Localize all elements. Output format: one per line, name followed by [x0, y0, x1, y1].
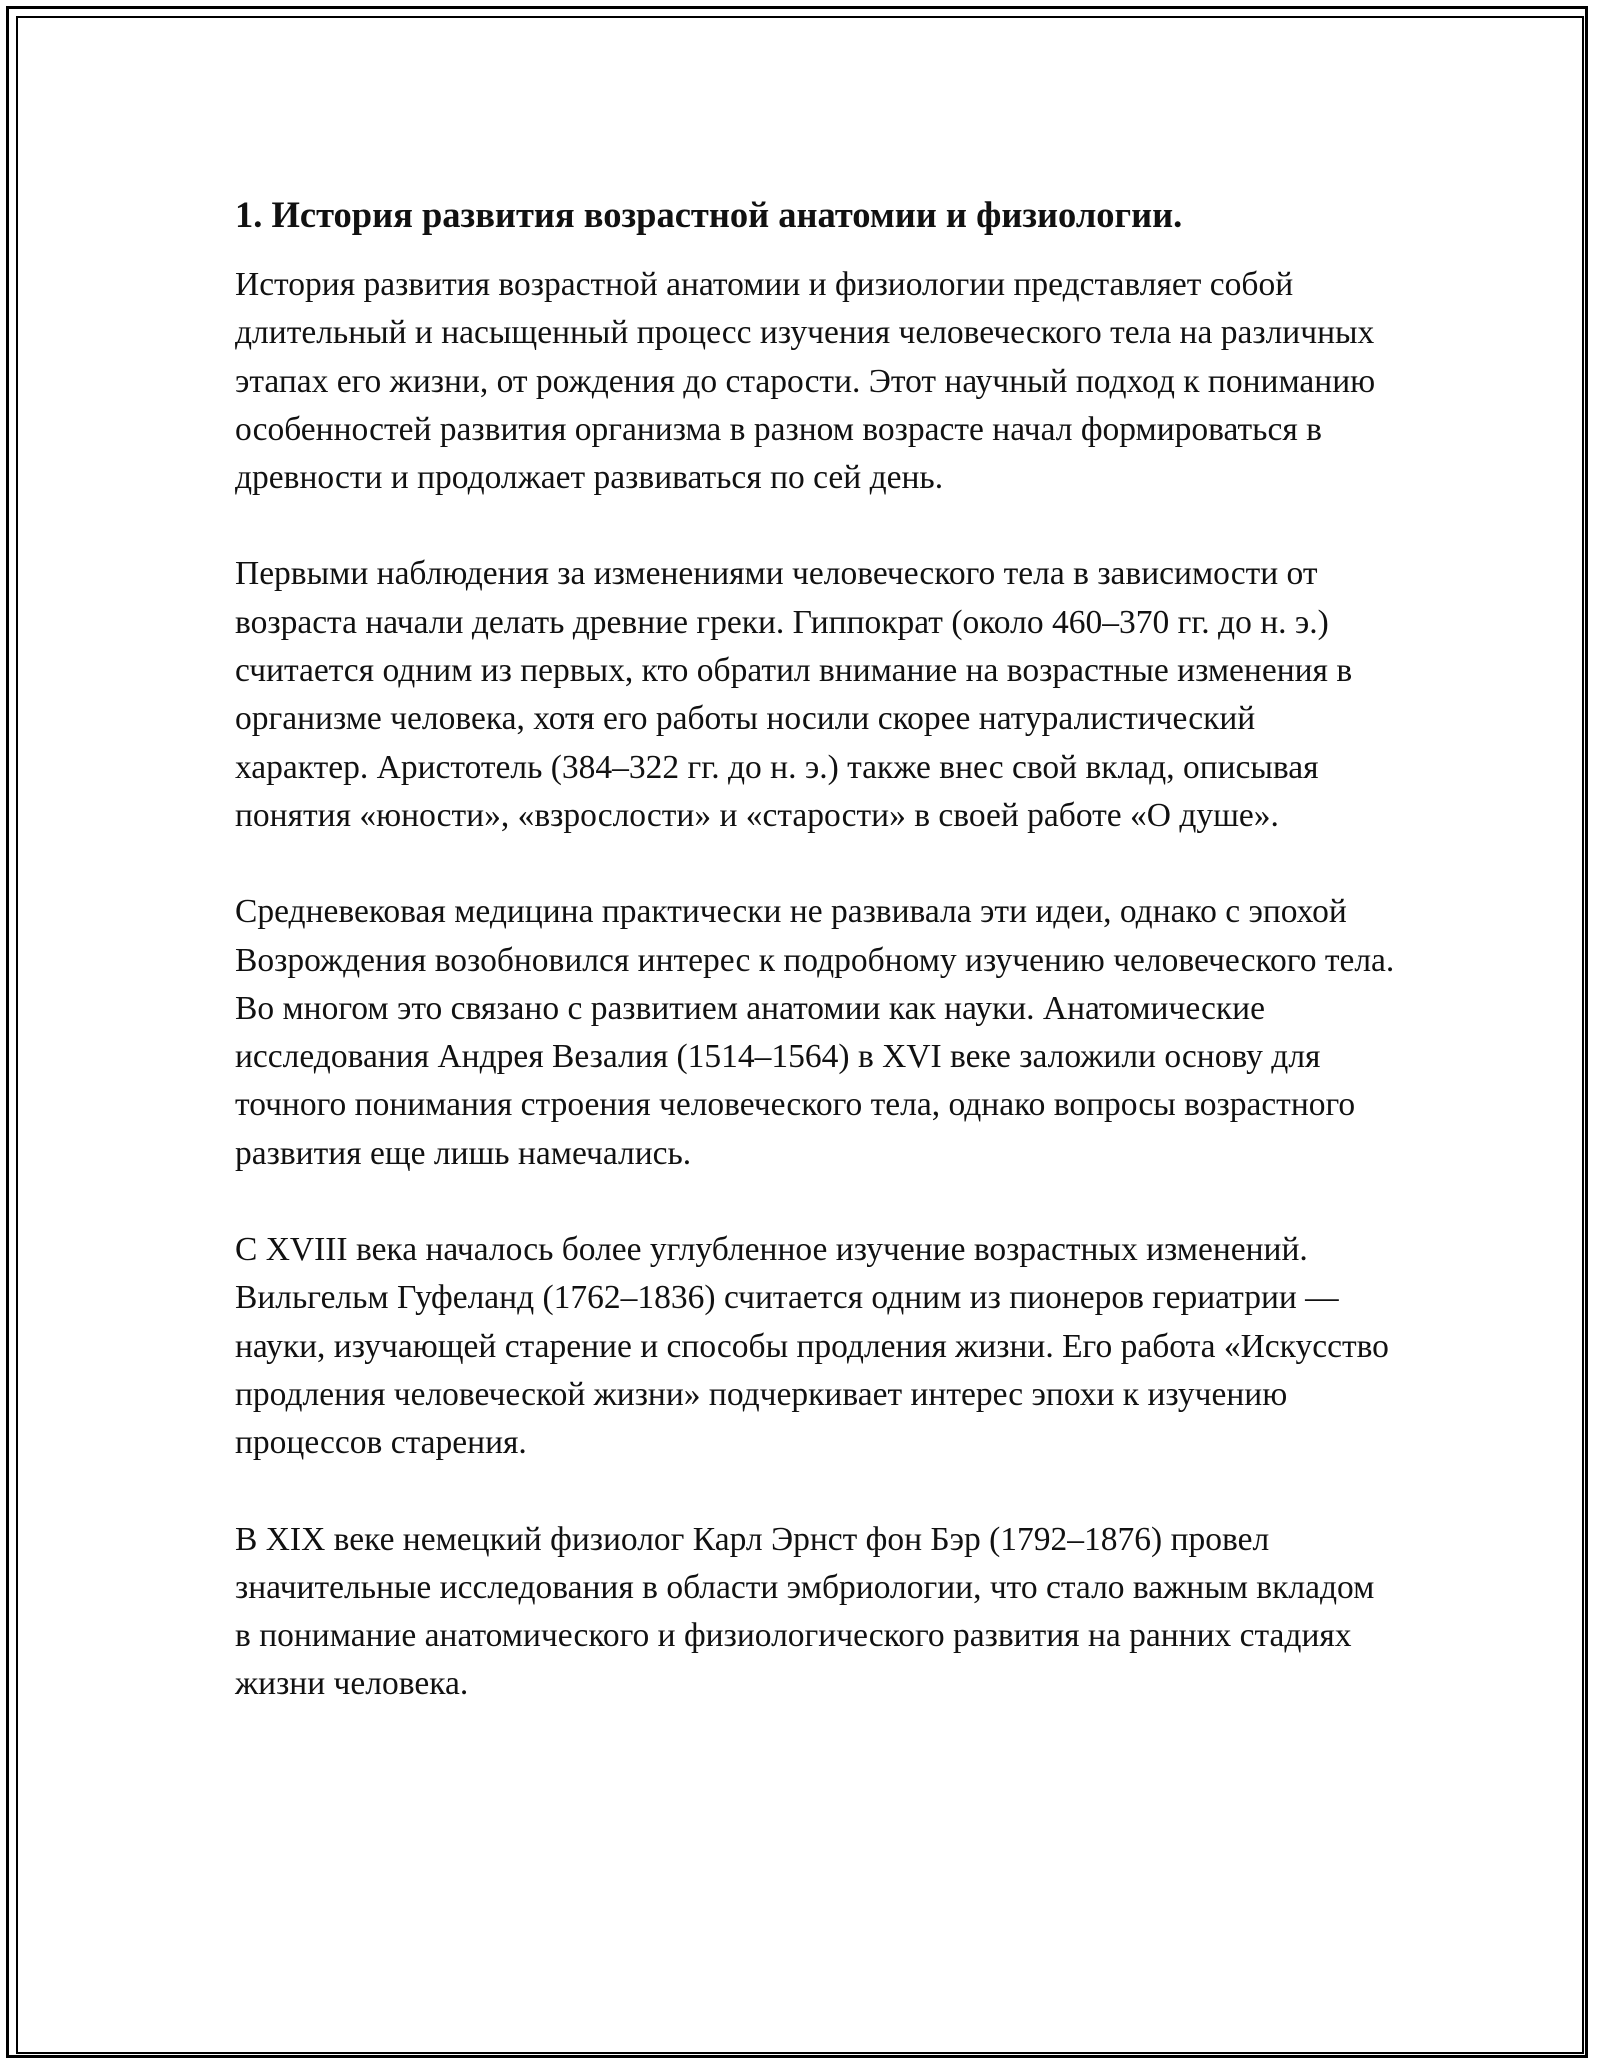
paragraph-1: История развития возрастной анатомии и физиологии представляет собой длительный и насыщенный процесс изучения человеческого тела на различных этапах его жизни, от рождения до старости. Этот научный подход к пониманию особенностей развития организма в разном возрасте начал формироваться в древности и продолжает развиваться по сей день. — [235, 266, 1376, 497]
paragraph-2: Первыми наблюдения за изменениями человеческого тела в зависимости от возраста начали делать древние греки. Гиппократ (около 460–370 гг. до н. э.) считается одним из первых, кто обратил внимание на возрастные изменения в организме человека, хотя его работы носили скорее натуралистический характер. Аристотель (384–322 гг. до н. э.) также внес свой вклад, описывая понятия «юности», «взрослости» и «старости» в своей работе «О душе». — [235, 555, 1353, 834]
paragraph-3: Средневековая медицина практически не развивала эти идеи, однако с эпохой Возрождения возобновился интерес к подробному изучению человеческого тела. Во многом это связано с развитием анатомии как науки. Анатомические исследования Андрея Везалия (1514–1564) в XVI веке заложили основу для точного понимания строения человеческого тела, однако вопросы возрастного развития еще лишь намечались. — [235, 893, 1395, 1172]
document-body — [235, 185, 1395, 1757]
paragraph-4: С XVIII века началось более углубленное изучение возрастных изменений. Вильгельм Гуфеланд (1762–1836) считается одним из пионеров гериатрии — науки, изучающей старение и способы продления жизни. Его работа «Искусство продления человеческой жизни» подчеркивает интерес эпохи к изучению процессов старения. — [235, 1231, 1389, 1462]
paragraph-5: В XIX веке немецкий физиолог Карл Эрнст фон Бэр (1792–1876) провел значительные исследования в области эмбриологии, что стало важным вкладом в понимание анатомического и физиологического развития на ранних стадиях жизни человека. — [235, 1520, 1375, 1703]
section-heading: 1. История развития возрастной анатомии и физиологии. — [235, 194, 1183, 235]
